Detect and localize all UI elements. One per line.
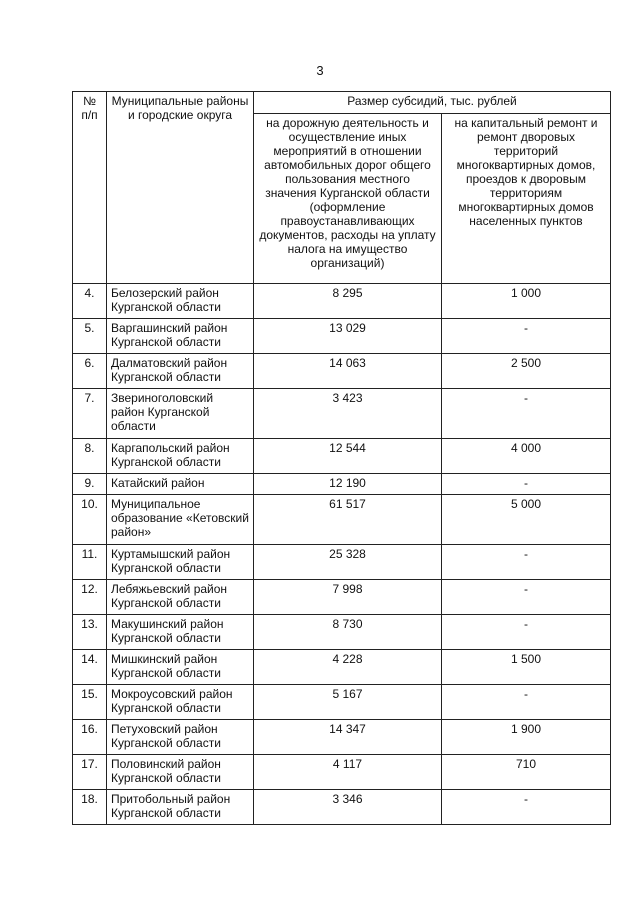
district-name: Белозерский район Курганской области [107,284,254,319]
road-subsidy-value: 8 730 [254,615,442,650]
row-number: 11. [73,545,107,580]
row-number: 17. [73,755,107,790]
repair-subsidy-value: - [442,580,611,615]
district-name: Звериноголовский район Курганской области [107,389,254,439]
table-row [73,545,611,580]
row-number: 7. [73,389,107,439]
repair-subsidy-value: 1 500 [442,650,611,685]
district-name: Катайский район [107,474,254,495]
repair-subsidy-value: 4 000 [442,439,611,474]
row-number: 5. [73,319,107,354]
table-row [73,319,611,354]
row-number: 15. [73,685,107,720]
table-row [73,284,611,319]
repair-subsidy-value: - [442,319,611,354]
page-number: 3 [316,63,324,78]
table-row [73,495,611,545]
subsidy-table [72,91,611,825]
district-name: Варгашинский район Курганской области [107,319,254,354]
row-number: 13. [73,615,107,650]
row-number: 9. [73,474,107,495]
repair-subsidy-value: - [442,545,611,580]
road-subsidy-value: 8 295 [254,284,442,319]
table-row [73,474,611,495]
table-row [73,720,611,755]
table-row [73,439,611,474]
road-subsidy-value: 13 029 [254,319,442,354]
table-row [73,389,611,439]
road-subsidy-value: 4 228 [254,650,442,685]
repair-subsidy-value: 710 [442,755,611,790]
road-subsidy-value: 61 517 [254,495,442,545]
table-row [73,580,611,615]
road-subsidy-value: 12 190 [254,474,442,495]
district-name: Лебяжьевский район Курганской области [107,580,254,615]
row-number: 18. [73,790,107,825]
road-subsidy-value: 4 117 [254,755,442,790]
repair-subsidy-value: 5 000 [442,495,611,545]
repair-subsidy-value: - [442,389,611,439]
road-subsidy-value: 12 544 [254,439,442,474]
header-district: Муниципальные районы и городские округа [107,92,254,284]
road-subsidy-value: 3 423 [254,389,442,439]
header-row [73,92,611,114]
table-row [73,685,611,720]
row-number: 8. [73,439,107,474]
table-header [73,92,611,284]
header-road-activity: на дорожную деятельность и осуществление иных мероприятий в отношении автомобильных дорог общего пользования местного значения Курганской области (оформление правоустанавливающих документов, расходы на уплату налога на имущество организаций) [254,114,442,284]
header-subsidy-amount: Размер субсидий, тыс. рублей [254,92,611,114]
table-body [73,284,611,825]
road-subsidy-value: 5 167 [254,685,442,720]
district-name: Мишкинский район Курганской области [107,650,254,685]
road-subsidy-value: 3 346 [254,790,442,825]
district-name: Притобольный район Курганской области [107,790,254,825]
district-name: Макушинский район Курганской области [107,615,254,650]
table-row [73,755,611,790]
repair-subsidy-value: - [442,685,611,720]
repair-subsidy-value: - [442,790,611,825]
table-row [73,650,611,685]
district-name: Половинский район Курганской области [107,755,254,790]
repair-subsidy-value: 2 500 [442,354,611,389]
table-row [73,790,611,825]
repair-subsidy-value: 1 900 [442,720,611,755]
district-name: Мокроусовский район Курганской области [107,685,254,720]
header-number: № п/п [73,92,107,284]
row-number: 6. [73,354,107,389]
repair-subsidy-value: - [442,474,611,495]
road-subsidy-value: 14 347 [254,720,442,755]
header-yard-repair: на капитальный ремонт и ремонт дворовых территорий многоквартирных домов, проездов к дворовым территориям многоквартирных домов населенных пунктов [442,114,611,284]
table-row [73,615,611,650]
row-number: 10. [73,495,107,545]
row-number: 4. [73,284,107,319]
road-subsidy-value: 14 063 [254,354,442,389]
repair-subsidy-value: - [442,615,611,650]
district-name: Каргапольский район Курганской области [107,439,254,474]
table-row [73,354,611,389]
repair-subsidy-value: 1 000 [442,284,611,319]
district-name: Далматовский район Курганской области [107,354,254,389]
district-name: Куртамышский район Курганской области [107,545,254,580]
row-number: 14. [73,650,107,685]
row-number: 12. [73,580,107,615]
district-name: Петуховский район Курганской области [107,720,254,755]
road-subsidy-value: 25 328 [254,545,442,580]
road-subsidy-value: 7 998 [254,580,442,615]
row-number: 16. [73,720,107,755]
district-name: Муниципальное образование «Кетовский район» [107,495,254,545]
